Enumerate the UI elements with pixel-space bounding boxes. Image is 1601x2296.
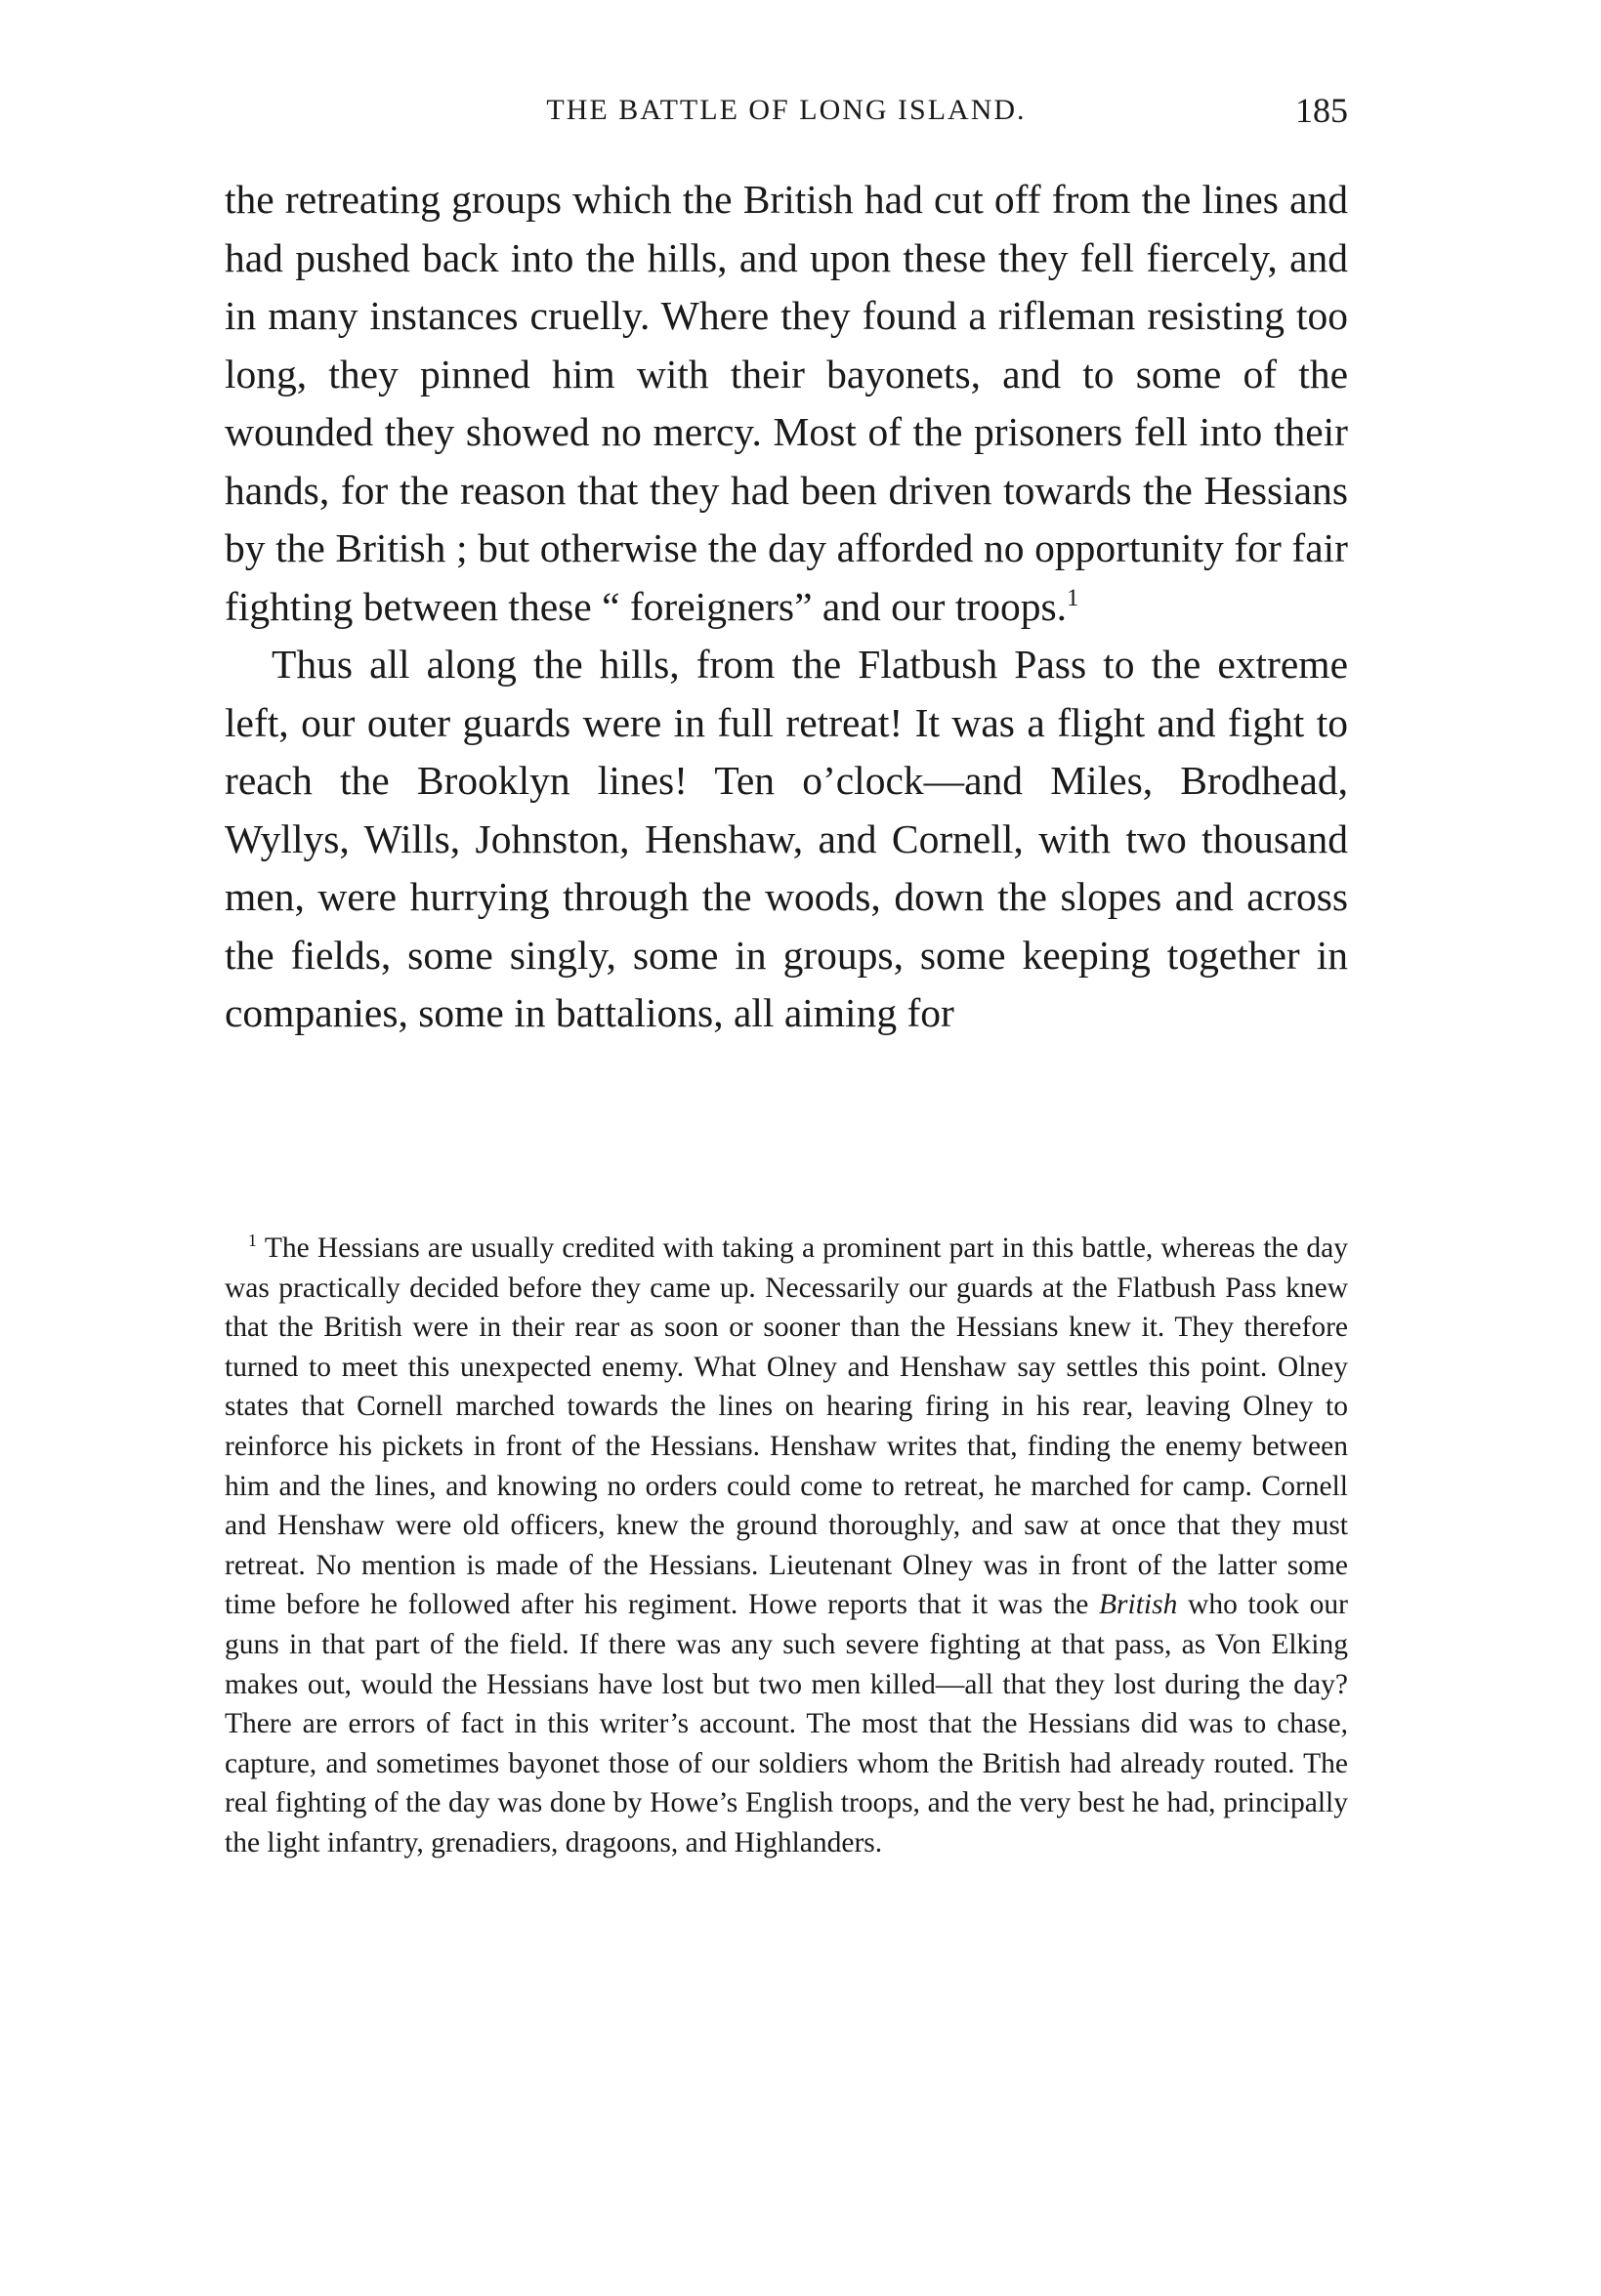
footnote-reference: 1 bbox=[1067, 584, 1079, 611]
running-title: THE BATTLE OF LONG ISLAND. bbox=[546, 94, 1027, 126]
running-head bbox=[225, 86, 1348, 135]
footnote-text-part-2: who took our guns in that part of the field. If there was any such severe fighting at that pass, as Von Elking makes out, would the Hessians have lost but two men killed—all that they lost during the day? There are errors of fact in this writer’s account. The most that the Hessians did was to chase, capture, and sometimes bayonet those of our soldiers whom the British had already routed. The real fighting of the day was done by Howe’s English troops, and the very best he had, principally the light infantry, grenadiers, dragoons, and Highlanders. bbox=[225, 1589, 1348, 1858]
paragraph-continued bbox=[225, 171, 1348, 636]
footnote bbox=[225, 1229, 1348, 1863]
paragraph-1-text: the retreating groups which the British had cut off from the lines and had pushed back into the hills, and upon these they fell fiercely, and in many instances cruelly. Where they found a rifleman resisting too long, they pinned him with their bayonets, and to some of the wounded they showed no mercy. Most of the prisoners fell into their hands, for the reason that they had been driven towards the Hessians by the British ; but otherwise the day afforded no opportunity for fair fighting between these “ foreigners” and our troops. bbox=[225, 177, 1348, 629]
footnote-marker: 1 bbox=[248, 1231, 257, 1251]
footnote-text-part-1: The Hessians are usually credited with taking a prominent part in this battle, whereas the day was practically decided before they came up. Necessarily our guards at the Flatbush Pass knew that the British were in their rear as soon or sooner than the Hessians knew it. They therefore turned to meet this unexpected enemy. What Olney and Henshaw say settles this point. Olney states that Cornell marched towards the lines on hearing firing in his rear, leaving Olney to reinforce his pickets in front of the Hessians. Henshaw writes that, finding the enemy between him and the lines, and knowing no orders could come to retreat, he marched for camp. Cornell and Henshaw were old officers, knew the ground thoroughly, and saw at once that they must retreat. No mention is made of the Hessians. Lieutenant Olney was in front of the latter some time before he followed after his regiment. Howe reports that it was the bbox=[225, 1232, 1348, 1621]
paragraph-2: Thus all along the hills, from the Flatbush Pass to the extreme left, our outer guards were in full retreat! It was a flight and fight to reach the Brooklyn lines! Ten o’clock—and Miles, Brodhead, Wyllys, Wills, Johnston, Henshaw, and Cornell, with two thousand men, were hurrying through the woods, down the slopes and across the fields, some singly, some in groups, some keeping together in companies, some in battalions, all aiming for bbox=[225, 642, 1348, 1035]
footnote-italic-word: British bbox=[1099, 1589, 1178, 1621]
main-text bbox=[225, 171, 1348, 1043]
page-number: 185 bbox=[1295, 91, 1348, 130]
